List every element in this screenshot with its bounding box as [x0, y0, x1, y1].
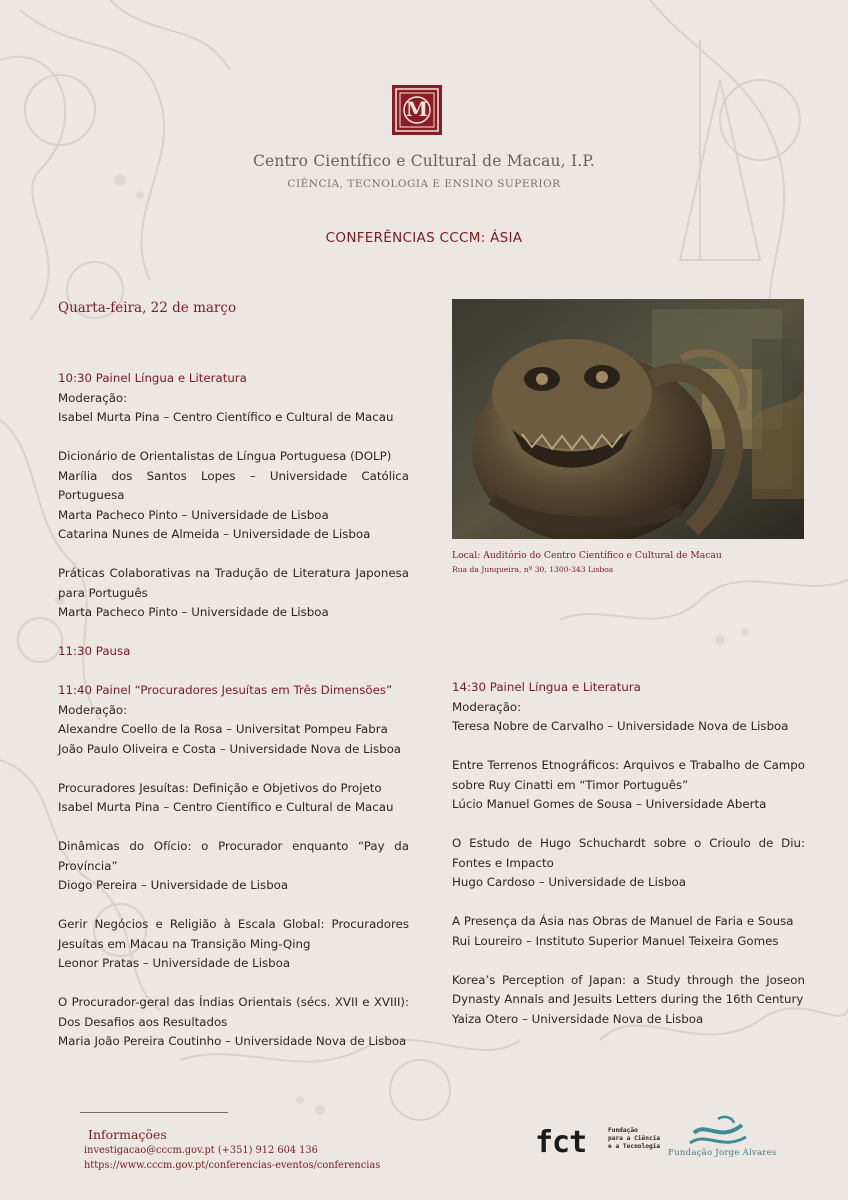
contact-email-phone[interactable]: investigacao@cccm.gov.pt (+351) 912 604 136 — [84, 1145, 318, 1156]
talk-block — [58, 993, 409, 1052]
fja-wave-icon — [688, 1113, 748, 1151]
location-address: Rua da Junqueira, nº 30, 1300-343 Lisboa — [452, 565, 614, 574]
talk-block — [58, 564, 409, 623]
speaker-line: Teresa Nobre de Carvalho – Universidade Nova de Lisboa — [452, 719, 789, 733]
speaker-line: Hugo Cardoso – Universidade de Lisboa — [452, 875, 686, 889]
talk-block — [58, 837, 409, 896]
fct-tagline — [608, 1127, 660, 1151]
speaker-line: Catarina Nunes de Almeida – Universidade de Lisboa — [58, 527, 371, 541]
talk-block — [58, 779, 409, 818]
session-block — [58, 369, 409, 428]
speaker-line: Maria João Pereira Coutinho – Universidade Nova de Lisboa — [58, 1034, 407, 1048]
talk-title: O Procurador-geral das Índias Orientais (sécs. XVII e XVIII): Dos Desafios aos Resultados — [58, 995, 409, 1029]
session-heading: 10:30 Painel Língua e Literatura — [58, 371, 247, 385]
speaker-line: Marta Pacheco Pinto – Universidade de Lisboa — [58, 605, 329, 619]
talk-title: Dicionário de Orientalistas de Língua Portuguesa (DOLP) — [58, 449, 392, 463]
speaker-line: Isabel Murta Pina – Centro Científico e Cultural de Macau — [58, 800, 394, 814]
talk-title: Entre Terrenos Etnográficos: Arquivos e Trabalho de Campo sobre Ruy Cinatti em “Timor Português” — [452, 758, 805, 792]
info-title: Informações — [88, 1127, 167, 1142]
talk-block — [452, 971, 805, 1030]
talk-block — [452, 756, 805, 815]
fct-logo-text: fct — [535, 1125, 587, 1160]
talk-block — [58, 915, 409, 974]
conference-title: CONFERÊNCIAS CCCM: ÁSIA — [325, 230, 523, 246]
fct-tagline-line: Fundação — [608, 1127, 638, 1134]
talk-title: Dinâmicas do Ofício: o Procurador enquanto “Pay da Província” — [58, 839, 409, 873]
logo-letter: M — [405, 97, 429, 121]
speaker-line: Isabel Murta Pina – Centro Científico e Cultural de Macau — [58, 410, 394, 424]
talk-title: A Presença da Ásia nas Obras de Manuel de Faria e Sousa — [452, 914, 794, 928]
location-venue: Local: Auditório do Centro Científico e Cultural de Macau — [452, 550, 722, 561]
session-block — [452, 678, 805, 737]
session-heading: 11:40 Painel “Procuradores Jesuítas em Três Dimensões” — [58, 683, 393, 697]
speaker-line: Yaiza Otero – Universidade Nova de Lisboa — [452, 1011, 704, 1026]
cccm-logo — [392, 85, 442, 135]
program-right-column — [452, 678, 805, 1049]
lion-statue-photo — [452, 299, 804, 539]
session-block — [58, 681, 409, 759]
talk-block — [58, 447, 409, 545]
break-block — [58, 642, 409, 662]
talk-block — [452, 834, 805, 893]
speaker-line: Rui Loureiro – Instituto Superior Manuel Teixeira Gomes — [452, 933, 779, 948]
conferences-link[interactable]: https://www.cccm.gov.pt/conferencias-eventos/conferencias — [84, 1160, 381, 1171]
fja-name: Fundação Jorge Álvares — [668, 1148, 777, 1158]
moderation-label: Moderação: — [452, 699, 522, 714]
speaker-line: Alexandre Coello de la Rosa – Universitat Pompeu Fabra — [58, 722, 388, 736]
speaker-line: Marta Pacheco Pinto – Universidade de Lisboa — [58, 507, 329, 522]
speaker-line: Lúcio Manuel Gomes de Sousa – Universidade Aberta — [452, 797, 767, 811]
event-date: Quarta-feira, 22 de março — [58, 300, 237, 316]
speaker-line: João Paulo Oliveira e Costa – Universidade Nova de Lisboa — [58, 741, 402, 756]
session-heading: 14:30 Painel Língua e Literatura — [452, 680, 641, 694]
fct-tagline-line: para a Ciência — [608, 1135, 661, 1142]
speaker-line: Marília dos Santos Lopes – Universidade Católica Portuguesa — [58, 468, 409, 502]
org-subtitle: CIÊNCIA, TECNOLOGIA E ENSINO SUPERIOR — [287, 178, 561, 190]
talk-block — [452, 912, 805, 951]
talk-title: Korea’s Perception of Japan: a Study through the Joseon Dynasty Annals and Jesuits Letters during the 16th Century — [452, 972, 805, 1006]
speaker-line: Diogo Pereira – Universidade de Lisboa — [58, 878, 289, 892]
fct-logo — [535, 1123, 595, 1163]
talk-title: Procuradores Jesuítas: Definição e Objetivos do Projeto — [58, 780, 382, 795]
talk-title: O Estudo de Hugo Schuchardt sobre o Crioulo de Diu: Fontes e Impacto — [452, 836, 805, 870]
talk-title: Práticas Colaborativas na Tradução de Literatura Japonesa para Português — [58, 566, 409, 600]
moderation-label: Moderação: — [58, 390, 128, 405]
speaker-line: Leonor Pratas – Universidade de Lisboa — [58, 956, 291, 970]
footer-divider — [80, 1112, 228, 1113]
session-heading: 11:30 Pausa — [58, 644, 131, 658]
talk-title: Gerir Negócios e Religião à Escala Global: Procuradores Jesuítas em Macau na Transição Ming-Qing — [58, 917, 409, 951]
moderation-label: Moderação: — [58, 702, 128, 717]
fct-tagline-line: e a Tecnologia — [608, 1143, 661, 1150]
org-name: Centro Científico e Cultural de Macau, I.P. — [252, 152, 596, 170]
program-left-column — [58, 369, 409, 1071]
